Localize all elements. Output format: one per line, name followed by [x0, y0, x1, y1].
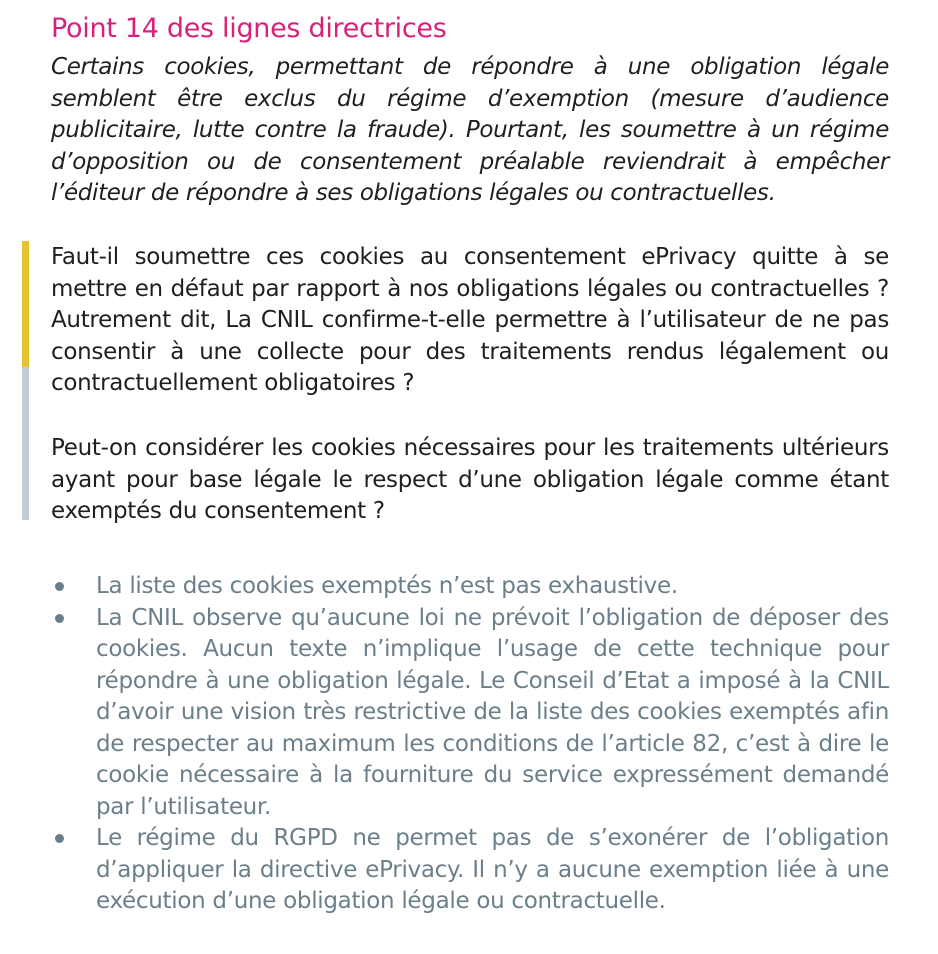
- guideline-quote: Certains cookies, permettant de répondre à une obligation légale semblent être exclus du régime d’exemption (mesure d’audience publicitaire, lutte contre la fraude). Pourtant, les soumettre à un régime d’opposition ou de consentement préalable reviendrait à empêcher l’éditeur de répondre à ses obligations légales ou contractuelles.: [51, 54, 889, 206]
- question-paragraph-1: Faut-il soumettre ces cookies au consentement ePrivacy quitte à se mettre en défaut par rapport à nos obligations légales ou contractuelles ? Autrement dit, La CNIL confirme-t-elle permettre à l’utilisateur de ne pas consentir à une collecte pour des traitements rendus légalement ou contractuellement obligatoires ?: [51, 244, 889, 396]
- accent-bar-yellow: [22, 241, 29, 367]
- list-item: [0, 823, 938, 918]
- section-heading: Point 14 des lignes directrices: [51, 13, 447, 44]
- answer-text: La CNIL observe qu’aucune loi ne prévoit l’obligation de déposer des cookies. Aucun texte n’implique l’usage de cette technique pour répondre à une obligation légale. Le Conseil d’Etat a imposé à la CNIL d’avoir une vision très restrictive de la liste des cookies exemptés afin de respecter au maximum les conditions de l’article 82, c’est à dire le cookie nécessaire à la fourniture du service expressément demandé par l’utilisateur.: [96, 604, 889, 820]
- question-paragraph-2: Peut-on considérer les cookies nécessaires pour les traitements ultérieurs ayant pour base légale le respect d’une obligation légale comme étant exemptés du consentement ?: [51, 435, 889, 524]
- bullet-icon: [55, 582, 64, 591]
- bullet-icon: [55, 834, 64, 843]
- accent-bar-grey: [22, 367, 29, 520]
- bullet-icon: [55, 614, 64, 623]
- answer-list: [0, 571, 938, 918]
- list-item: [0, 571, 938, 603]
- list-item: [0, 603, 938, 824]
- answer-text: Le régime du RGPD ne permet pas de s’exonérer de l’obligation d’appliquer la directive ePrivacy. Il n’y a aucune exemption liée à une exécution d’une obligation légale ou contractuelle.: [96, 825, 889, 914]
- answer-text: La liste des cookies exemptés n’est pas exhaustive.: [96, 573, 678, 599]
